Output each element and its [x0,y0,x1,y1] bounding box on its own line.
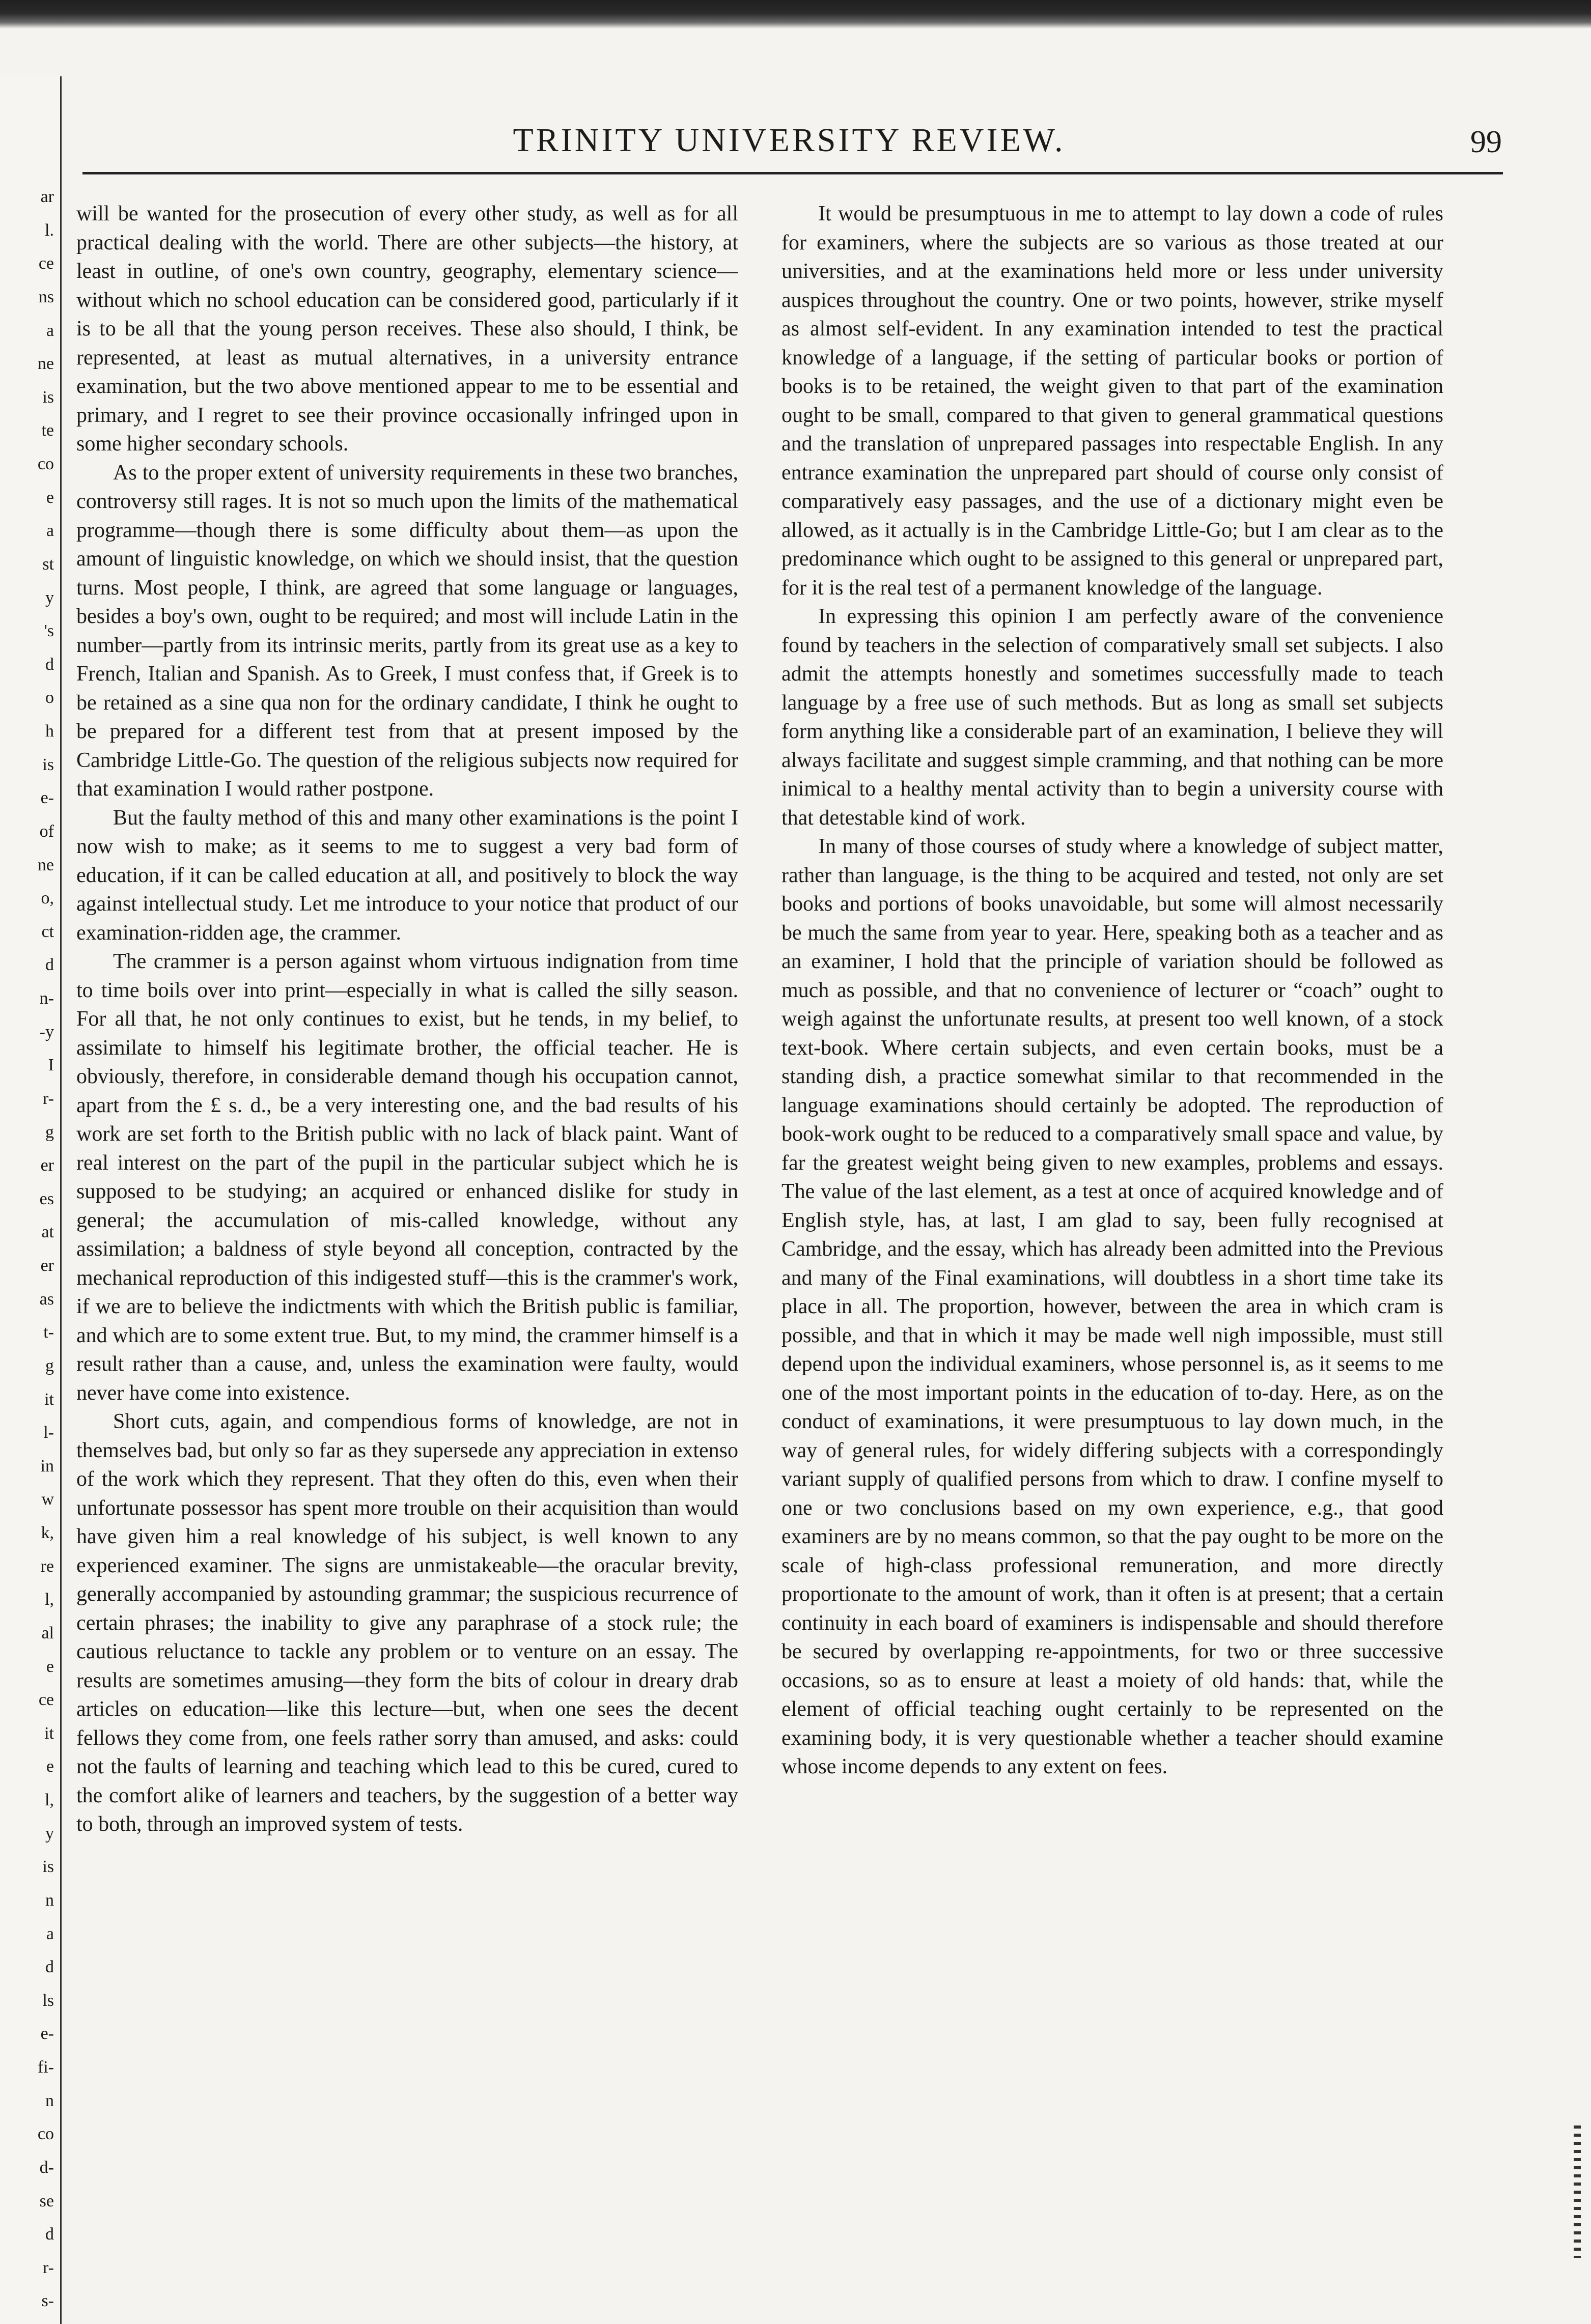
margin-fragment: d [45,655,54,674]
margin-fragment: ce [38,1690,54,1710]
margin-fragment: e [46,1657,54,1676]
margin-fragment: d [45,2225,54,2244]
margin-fragment: r- [43,1089,54,1108]
paragraph: It would be presumptuous in me to attempt to lay down a code of rules for examiners, where the subjects are so various as those treated at our universities, and at the examinations held more or less under university auspices throughout the country. One or two points, however, strike myself as almost self-evident. In any examination intended to test the practical knowledge of a language, if the setting of particular books or portion of books is to be retained, the weight given to that part of the examination ought to be small, compared to that given to general grammatical questions and the translation of unprepared passages into respectable English. In any entrance examination the unprepared part should of course only consist of comparatively easy passages, and the use of a dictionary might even be allowed, as it actually is in the Cambridge Little-Go; but I am clear as to the predominance which ought to be assigned to this general or unprepared part, for it is the real test of a permanent knowledge of the language. [781,202,1443,600]
margin-fragment: a [46,321,54,340]
margin-fragment: o, [41,889,54,908]
margin-fragment: at [41,1223,54,1242]
margin-fragment: co [37,2124,54,2144]
margin-fragment: ls [42,1991,54,2010]
margin-fragment: re [40,1556,54,1576]
journal-title: TRINITY UNIVERSITY REVIEW. [513,122,1066,159]
margin-fragment: l, [45,1590,54,1609]
margin-fragment: l. [45,220,54,240]
paragraph: In many of those courses of study where a knowledge of subject matter, rather than language, is the thing to be acquired and tested, not only are set books and portions of books unavoidable, but some will almost necessarily be much the same from year to year. Here, speaking both as a teacher and as an examiner, I hold that the principle of variation should be followed as much as possible, and that no convenience of lecturer or “coach” ought to weigh against the unfortunate results, at present too well known, of a stock text-book. Where certain subjects, and even certain books, must be a standing dish, a practice somewhat similar to that recommended in the language examinations should certainly be adopted. The reproduction of book-work ought to be reduced to a comparatively small space and value, by far the greatest weight being given to new examples, problems and essays. The value of the last element, as a test at once of acquired knowledge and of English style, has, at last, I am glad to say, been fully recognised at Cambridge, and the essay, which has already been admitted into the Previous and many of the Final examinations, will doubtless in a short time take its place in all. The proportion, however, between the area in which cram is possible, and that in which it may be made well nigh impossible, must still depend upon the individual examiners, whose personnel is, as it seems to me one of the most important points in the education of to-day. Here, as on the conduct of examinations, it were presumptuous to lay down much, in the way of general rules, for widely differing subjects with a correspondingly variant supply of qualified persons from which to draw. I confine myself to one or two conclusions based on my own experience, e.g., that good examiners are by no means common, so that the pay ought to be more on the scale of high-class professional remuneration, and more directly proportionate to the amount of work, than it often is at present; that a certain continuity in each board of examiners is indispensable and should therefore be secured by overlapping re-appointments, for two or three successive occasions, so as to ensure at least a moiety of old hands: that, while the element of official teaching ought certainly to be represented on the examining body, it is very questionable whether a teacher should examine whose income depends to any extent on fees. [781,835,1443,1778]
facing-page-margin [0,76,62,2324]
running-head [76,121,1502,167]
paragraph: will be wanted for the prosecution of every other study, as well as for all practical dealing with the world. There are other subjects—the history, at least in outline, of one's own country, geography, elementary science—without which no school education can be considered good, particularly if it is to be all that the young person receives. These also should, I think, be represented, at least as mutual alternatives, in a university entrance examination, but the two above mentioned appear to me to be essential and primary, and I regret to see their province occasionally infringed upon in some higher secondary schools. [76,202,738,456]
margin-fragment: I [48,1056,54,1075]
margin-fragment: of [39,821,54,841]
paragraph: But the faulty method of this and many other examinations is the point I now wish to make; as it seems to me to suggest a very bad form of education, if it can be called education at all, and positively to block the way against intellectual study. Let me introduce to your notice that product of our examination-ridden age, the crammer. [76,806,738,945]
margin-fragment: a [46,1924,54,1943]
margin-fragment: d [45,955,54,975]
margin-fragment: te [41,421,54,440]
margin-fragment: t- [43,1323,54,1342]
margin-fragment: -y [39,1022,54,1041]
left-column [76,200,738,2266]
margin-fragment: er [40,1156,54,1175]
margin-fragment: 's [44,621,54,641]
margin-fragment: d- [39,2158,54,2177]
margin-fragment: y [45,1824,54,1843]
paragraph: The crammer is a person against whom virtuous indignation from time to time boils over into print—especially in what is called the silly season. For all that, he not only continues to exist, but he tends, in my belief, to assimilate to himself his legitimate brother, the official teacher. He is obviously, therefore, in considerable demand though his occupation cannot, apart from the £ s. d., be a very interesting one, and the bad results of his work are set forth to the British public with no lack of black paint. Want of real interest on the part of the pupil in the particular subject which he is supposed to be studying; an acquired or enhanced dislike for study in general; the accumulation of mis-called knowledge, without any assimilation; a baldness of style beyond all conception, contracted by the mechanical reproduction of this indigested stuff—this is the crammer's work, if we are to believe the indictments with which the British public is familiar, and which are to some extent true. But, to my mind, the crammer himself is a result rather than a cause, and, unless the examination were faulty, would never have come into existence. [76,950,738,1405]
margin-fragment: n- [39,989,54,1008]
margin-fragment: l, [45,1791,54,1809]
margin-fragment: se [39,2191,54,2210]
right-column [781,200,1443,2266]
margin-fragment: ct [41,922,54,941]
paragraph: In expressing this opinion I am perfectly aware of the convenience found by teachers in the selection of comparatively small set subjects. I also admit the attempts honestly and sometimes successfully made to teach language by a free use of such methods. But as long as small set subjects form anything like a considerable part of an examination, I believe they will always facilitate and suggest simple cramming, and that nothing can be more inimical to a healthy mental activity than to begin a university course with that detestable kind of work. [781,605,1443,830]
page-number: 99 [1470,125,1502,159]
margin-fragment: e- [40,788,54,808]
header-rule [82,172,1503,175]
margin-fragment: in [40,1456,54,1476]
margin-fragment: k, [41,1523,54,1542]
margin-fragment: ne [37,855,54,874]
margin-fragment: n [45,2091,54,2110]
margin-fragment: it [44,1723,54,1743]
margin-fragment: e [46,488,54,507]
margin-fragment: is [42,387,54,407]
margin-fragment: w [41,1490,54,1509]
paragraph: As to the proper extent of university requirements in these two branches, controversy still rages. It is not so much upon the limits of the mathematical programme—though there is some difficulty about them—as upon the amount of linguistic knowledge, on which we should insist, that the question turns. Most people, I think, are agreed that some language or languages, besides a boy's own, ought to be required; and most will include Latin in the number—partly from its intrinsic merits, partly from its great use as a key to French, Italian and Spanish. As to Greek, I must confess that, if Greek is to be retained as a sine qua non for the ordinary candidate, I think he ought to be prepared for a different test from that at present imposed by the Cambridge Little-Go. The question of the religious subjects now required for that examination I would rather postpone. [76,461,738,801]
margin-fragment: l- [43,1423,54,1442]
margin-fragment: es [39,1189,54,1208]
margin-fragment: ns [38,287,54,306]
margin-fragment: e [46,1757,54,1776]
journal-page [76,0,1591,2324]
margin-fragment: h [45,722,54,741]
margin-fragment: fi- [37,2058,54,2077]
paragraph: Short cuts, again, and compendious forms of knowledge, are not in themselves bad, but only so far as they supersede any appreciation in extenso of the work which they represent. That they often do this, even when their unfortunate possessor has spent more trouble on their acquisition than would have given him a real knowledge of his subject, is well known to any experienced examiner. The signs are unmistakeable—the oracular brevity, generally accompanied by astounding grammar; the suspicious recurrence of certain phrases; the inability to give any paraphrase of a stock rule; the cautious reluctance to tackle any problem or to venture on an essay. The results are sometimes amusing—they form the bits of colour in dreary drab articles on education—like this lecture—but, when one sees the decent fellows they come from, one feels rather sorry than amused, and asks: could not the faults of learning and teaching which lead to this be cured, cured to the comfort alike of learners and teachers, by the suggestion of a better way to both, through an improved system of tests. [76,1410,738,1836]
margin-fragment: al [41,1623,54,1642]
margin-fragment: e- [40,2024,54,2044]
margin-fragment: r- [43,2258,54,2277]
margin-fragment: ce [38,254,54,273]
margin-fragment: g [45,1122,54,1142]
margin-fragment: st [42,554,54,574]
margin-fragment: er [40,1256,54,1275]
margin-fragment: o [45,688,54,707]
margin-fragment: co [37,455,54,473]
margin-fragment: is [42,755,54,774]
margin-fragment: n [45,1890,54,1910]
margin-fragment: is [42,1857,54,1877]
scan-artifact [1574,2125,1581,2258]
margin-fragment: y [45,588,54,607]
margin-fragment: g [45,1356,54,1375]
margin-fragment: ne [37,354,54,374]
margin-fragment: a [46,521,54,541]
margin-fragment: as [39,1289,54,1309]
margin-fragment: s- [41,2291,54,2311]
margin-fragment: ar [40,187,54,206]
margin-fragment: it [44,1390,54,1409]
margin-fragment: d [45,1958,54,1977]
